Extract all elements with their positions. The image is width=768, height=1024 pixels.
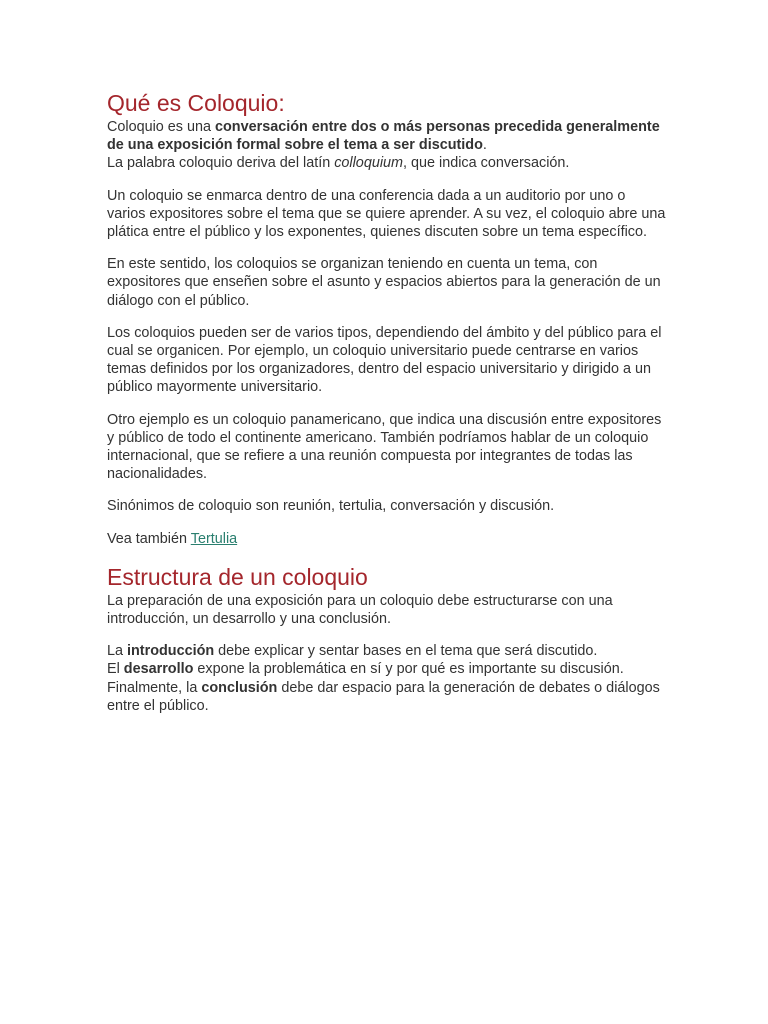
see-also-prefix: Vea también — [107, 530, 191, 547]
paragraph-definition — [107, 118, 667, 173]
paragraph-examples: Otro ejemplo es un coloquio panamericano, que indica una discusión entre expositores y público de todo el continente americano. También podríamos hablar de un coloquio internacional, que se refiere a una reunión compuesta por integrantes de todas las nacionalidades. — [107, 411, 662, 483]
desarrollo-prefix: El — [107, 661, 124, 678]
conclusion-prefix: Finalmente, la — [107, 679, 202, 696]
definition-bold: conversación entre dos o más personas precedida generalmente de una exposición formal sobre el tema a ser discutido — [107, 119, 660, 154]
intro-text: debe explicar y sentar bases en el tema que será discutido. — [214, 643, 598, 660]
paragraph-organization: En este sentido, los coloquios se organizan teniendo en cuenta un tema, con expositores que enseñen sobre el asunto y espacios abiertos para la generación de un diálogo con el público. — [107, 256, 661, 309]
desarrollo-term: desarrollo — [123, 661, 194, 678]
conclusion-text: debe dar espacio para la generación de debates o diálogos entre el público. — [107, 679, 660, 714]
desarrollo-text: expone la problemática en sí y por qué es importante su discusión. — [193, 661, 624, 678]
paragraph-types: Los coloquios pueden ser de varios tipos, dependiendo del ámbito y del público para el cual se organicen. Por ejemplo, un coloquio universitario puede centrarse en varios temas definidos por los organizadores, dentro del espacio universitario y dirigido a un público mayormente universitario. — [107, 324, 662, 396]
conclusion-term: conclusión — [201, 679, 278, 696]
paragraph-conference: Un coloquio se enmarca dentro de una conferencia dada a un auditorio por uno o varios expositores sobre el tema que se quiere aprender. A su vez, el coloquio abre una plática entre el público y los exponentes, quienes discuten sobre un tema específico. — [107, 187, 666, 241]
etymology-start: La palabra coloquio deriva del latín — [107, 155, 335, 172]
article — [107, 88, 667, 729]
intro-prefix: La — [107, 643, 128, 660]
heading-que-es-coloquio: Qué es Coloquio: — [107, 90, 285, 116]
introduccion-term: introducción — [127, 643, 215, 660]
paragraph-synonyms: Sinónimos de coloquio son reunión, tertulia, conversación y discusión. — [107, 498, 555, 515]
see-also — [107, 530, 667, 548]
etymology-end: , que indica conversación. — [403, 155, 570, 172]
paragraph-structure-parts — [107, 642, 667, 715]
definition-lead: Coloquio es una — [107, 119, 216, 135]
tertulia-link[interactable]: Tertulia — [190, 530, 238, 547]
definition-end: . — [482, 137, 487, 154]
paragraph-structure-intro: La preparación de una exposición para un coloquio debe estructurarse con una introducción, un desarrollo y una conclusión. — [107, 592, 613, 628]
heading-estructura: Estructura de un coloquio — [107, 563, 368, 590]
etymology-latin-word: colloquium — [334, 155, 404, 172]
